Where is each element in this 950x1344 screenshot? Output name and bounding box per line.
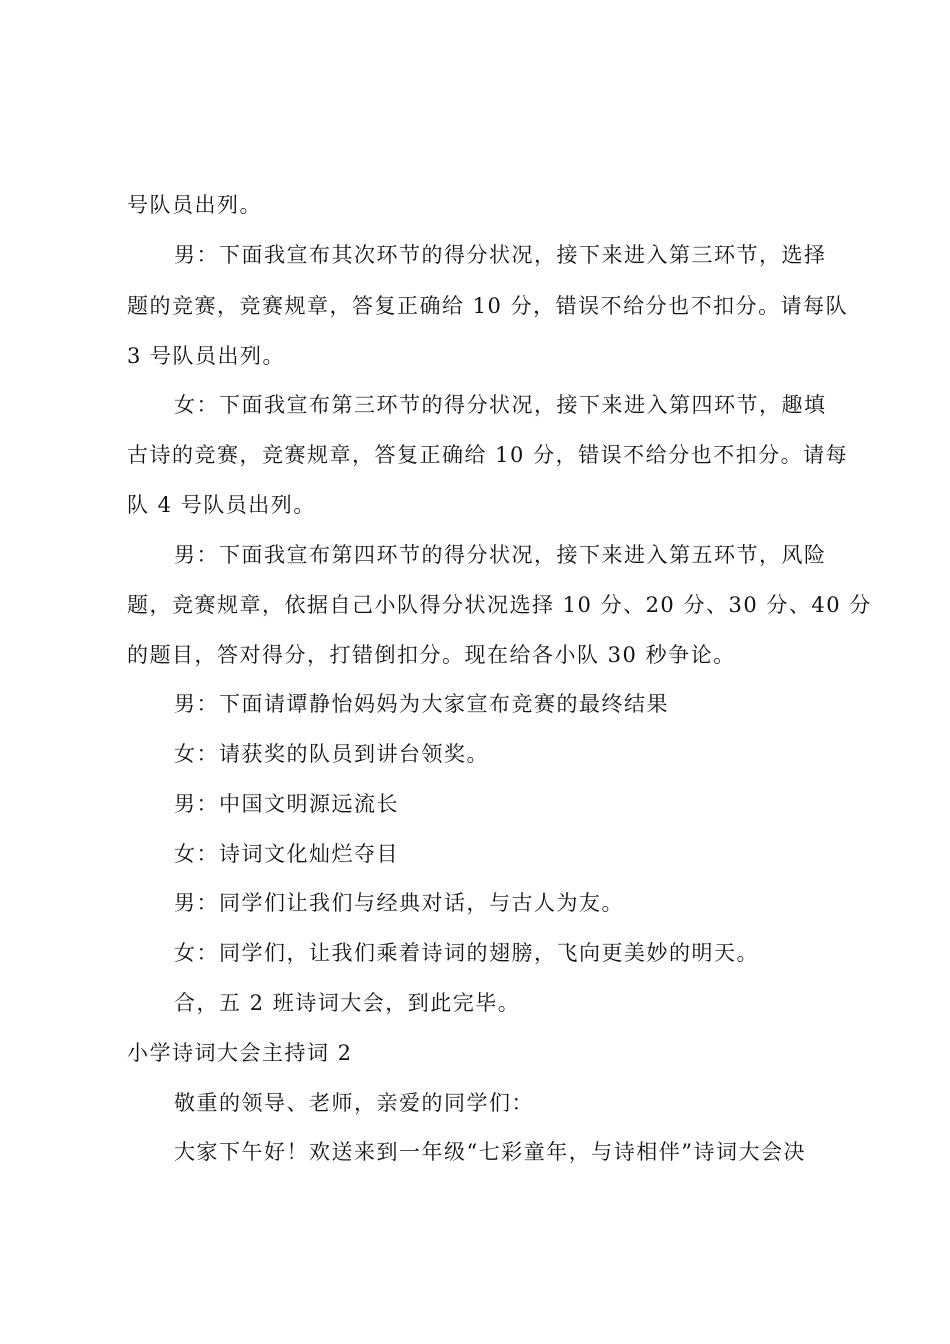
text-line: 男：同学们让我们与经典对话，与古人为友。 [174,891,624,915]
text-line: 男：下面我宣布第四环节的得分状况，接下来进入第五环节，风险 [174,543,827,567]
text-line: 合，五 2 班诗词大会，到此完毕。 [174,991,521,1015]
text-line: 队 4 号队员出列。 [127,493,316,517]
text-line: 女：下面我宣布第三环节的得分状况，接下来进入第四环节，趣填 [174,393,827,417]
text-line: 男：下面请谭静怡妈妈为大家宣布竞赛的最终结果 [174,692,669,716]
text-line: 女：诗词文化灿烂夺目 [174,842,399,866]
text-line: 题，竞赛规章，依据自己小队得分状况选择 10 分、20 分、30 分、40 分 [127,593,872,617]
text-line: 号队员出列。 [127,193,262,217]
text-line: 女：同学们，让我们乘着诗词的翅膀，飞向更美妙的明天。 [174,941,759,965]
text-line: 男：下面我宣布其次环节的得分状况，接下来进入第三环节，选择 [174,243,827,267]
text-line: 女：请获奖的队员到讲台领奖。 [174,742,489,766]
text-line: 3 号队员出列。 [127,344,286,368]
text-line: 大家下午好！欢送来到一年级“七彩童年，与诗相伴”诗词大会决 [174,1140,806,1164]
text-line: 题的竞赛，竞赛规章，答复正确给 10 分，错误不给分也不扣分。请每队 [127,294,849,318]
text-line: 敬重的领导、老师，亲爱的同学们： [174,1091,534,1115]
text-line: 男：中国文明源远流长 [174,792,399,816]
text-line: 的题目，答对得分，打错倒扣分。现在给各小队 30 秒争论。 [127,643,736,667]
section-heading: 小学诗词大会主持词 2 [127,1041,353,1065]
text-line: 古诗的竞赛，竞赛规章，答复正确给 10 分，错误不给分也不扣分。请每 [127,443,849,467]
